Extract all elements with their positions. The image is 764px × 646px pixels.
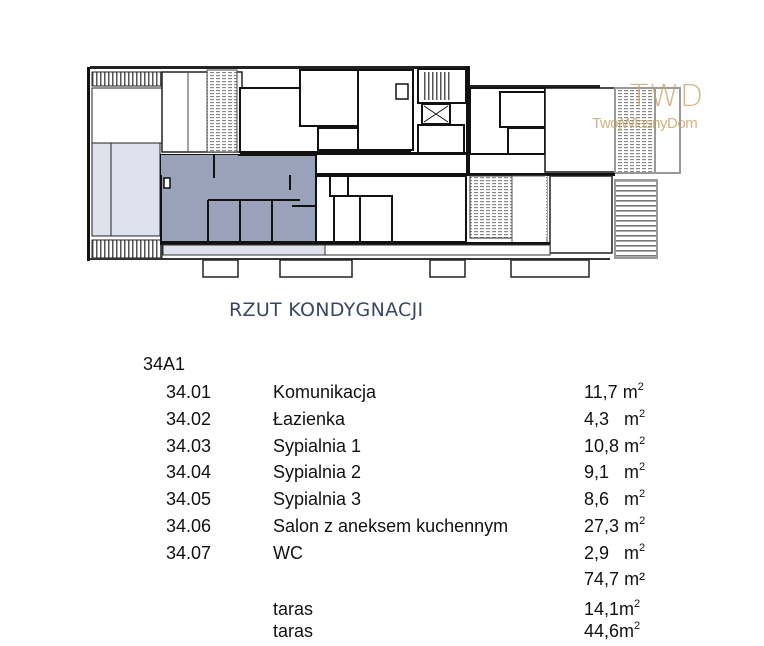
floor-plan [0,0,764,290]
room-number: 34.07 [166,543,212,563]
total-area: 74,7 m² [584,569,646,589]
page-title: RZUT KONDYGNACJI [229,299,424,321]
room-name: Sypialnia 1 [273,436,362,456]
room-name: Salon z aneksem kuchennym [273,516,509,536]
room-area: 9,1 $m^2$ [584,461,646,482]
room-area: 8,6 $m^2$ [584,488,646,509]
room-name: Komunikacja [273,382,377,402]
room-area: 11,7 $m^2$ [584,381,644,402]
room-area: 4,3 $m^2$ [584,408,646,429]
room-area: 27,3 $m^2$ [584,515,646,536]
room-number: 34.01 [166,382,212,402]
terrace-name: taras [273,621,314,641]
room-name: Sypialnia 3 [273,489,362,509]
logo-name: TwojWlasnyDom [592,115,698,132]
room-number: 34.06 [166,516,212,536]
room-number: 34.04 [166,462,212,482]
room-area: 10,8 $m^2$ [584,435,646,456]
room-number: 34.03 [166,436,212,456]
room-area: 2,9 $m^2$ [584,542,646,563]
unit-code: 34A1 [143,354,186,374]
terrace-area: $14,1m^2$ [584,598,641,619]
logo-mark: TWD [630,79,705,114]
twd-logo [592,79,722,138]
terrace-area: $44,6m^2$ [584,620,641,641]
terrace-name: taras [273,599,314,619]
room-name: WC [273,543,303,563]
room-number: 34.05 [166,489,212,509]
room-name: Sypialnia 2 [273,462,362,482]
floor-plan-drawing [0,0,764,290]
room-number: 34.02 [166,409,212,429]
room-name: Łazienka [273,409,346,429]
